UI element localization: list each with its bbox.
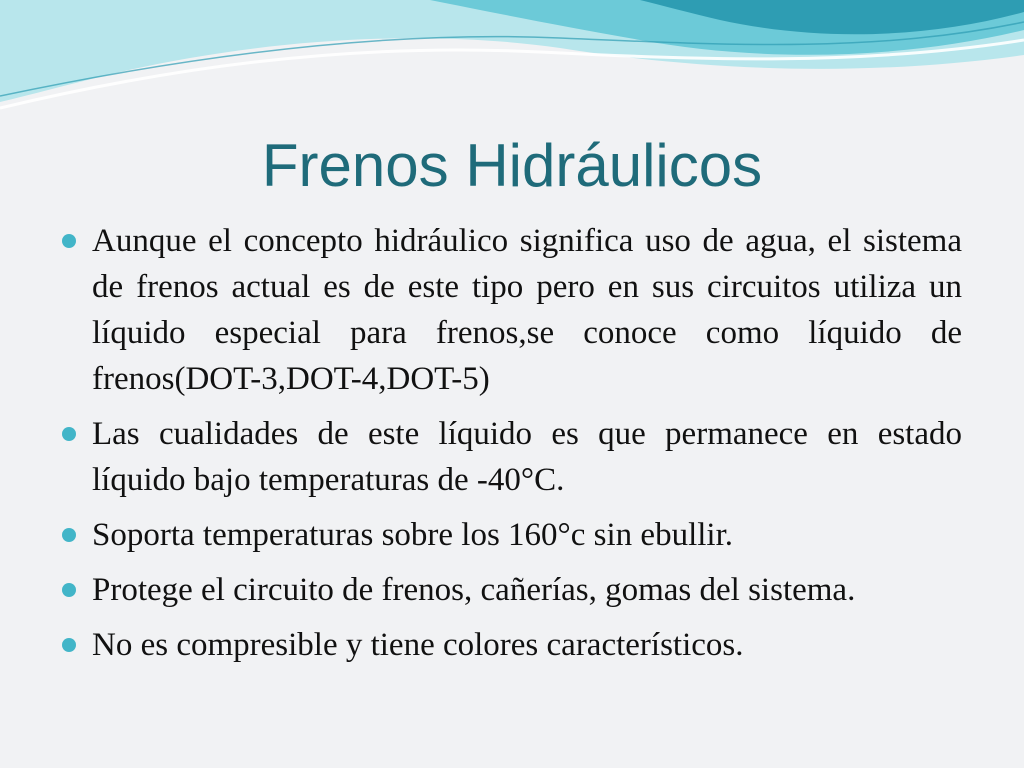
bullet-item <box>62 218 962 402</box>
bullet-text: Las cualidades de este líquido es que permanece en estado líquido bajo temperaturas de -40°C. <box>92 416 962 498</box>
bullet-list <box>62 218 962 677</box>
bullet-item <box>62 512 962 558</box>
bullet-text: Aunque el concepto hidráulico significa uso de agua, el sistema de frenos actual es de este tipo pero en sus circuitos utiliza un líquido especial para frenos,se conoce como líquido de frenos(DOT-3,DOT-4,DOT-5) <box>92 223 962 397</box>
bullet-text: Protege el circuito de frenos, cañerías, gomas del sistema. <box>92 572 856 608</box>
bullet-item <box>62 622 962 668</box>
slide-title: Frenos Hidráulicos <box>261 132 763 199</box>
bullet-text: Soporta temperaturas sobre los 160°c sin ebullir. <box>92 517 733 553</box>
header-wave-decoration <box>0 0 1024 120</box>
bullet-dot-icon <box>62 638 76 652</box>
bullet-text: No es compresible y tiene colores característicos. <box>92 627 744 663</box>
bullet-item <box>62 567 962 613</box>
bullet-dot-icon <box>62 234 76 248</box>
bullet-item <box>62 411 962 503</box>
bullet-dot-icon <box>62 583 76 597</box>
bullet-dot-icon <box>62 427 76 441</box>
bullet-dot-icon <box>62 528 76 542</box>
